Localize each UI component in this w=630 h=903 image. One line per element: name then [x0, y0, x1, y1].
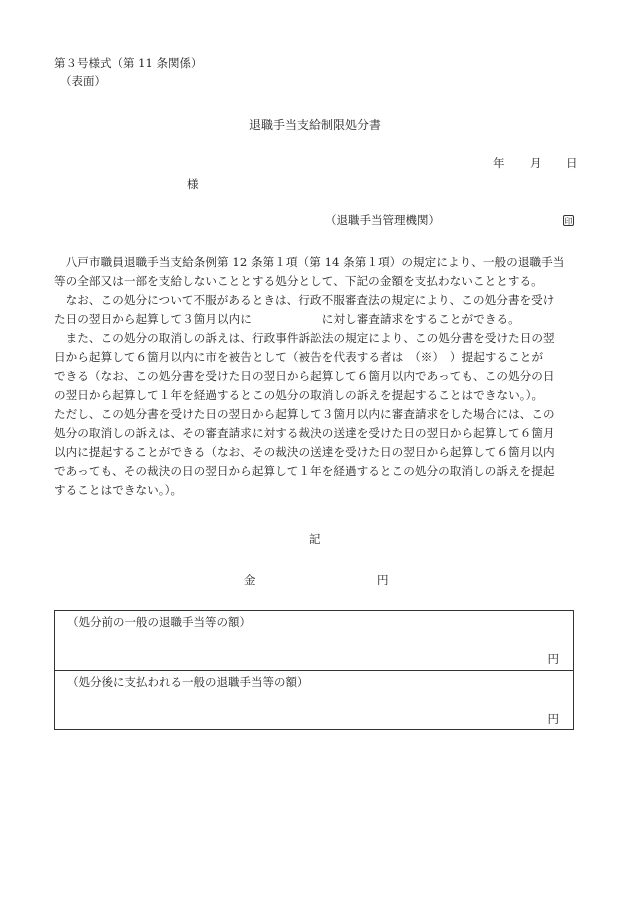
form-side-label: （表面）: [60, 74, 106, 88]
body-line: できる（なお、この処分書を受けた日の翌日から起算して６箇月以内であっても、この処分の日: [54, 369, 555, 383]
body-line: であっても、その裁決の日の翌日から起算して１年を経過するとこの処分の取消しの訴えを提起: [54, 464, 555, 478]
amount-before-unit: 円: [547, 652, 559, 666]
body-line: 以内に提起することができる（なお、その裁決の送達を受けた日の翌日から起算して６箇月以内: [54, 445, 555, 459]
body-line: た日の翌日から起算して３箇月以内に に対し審査請求をすることができる。: [54, 312, 520, 326]
body-line: ただし、この処分書を受けた日の翌日から起算して３箇月以内に審査請求をした場合には、この: [54, 407, 555, 421]
amount-before-label: （処分前の一般の退職手当等の額）: [67, 615, 251, 629]
amount-unit: 円: [377, 573, 389, 587]
body-line: 日から起算して６箇月以内に市を被告として（被告を代表する者は （※） ）提起することが: [54, 350, 544, 364]
document-title: 退職手当支給制限処分書: [249, 118, 382, 132]
form-number: 第３号様式（第 11 条関係）: [54, 56, 203, 70]
date-day: 日: [566, 156, 578, 170]
date-month: 月: [530, 156, 542, 170]
table-row: [55, 611, 573, 671]
amount-after-label: （処分後に支払われる一般の退職手当等の額）: [67, 675, 309, 689]
table-row: [55, 670, 573, 731]
note-heading: 記: [309, 532, 321, 546]
body-line: なお、この処分について不服があるときは、行政不服審査法の規定により、この処分書を受け: [54, 293, 555, 307]
body-line: の翌日から起算して１年を経過するとこの処分の取消しの訴えを提起することはできない。）。: [54, 388, 544, 402]
body-line: することはできない。）。: [54, 483, 183, 497]
amount-label: 金: [244, 573, 256, 587]
seal-mark: 印: [564, 217, 573, 226]
recipient-suffix: 様: [187, 177, 199, 191]
body-line: 等の全部又は一部を支給しないこととする処分として、下記の金額を支払わないこととする。: [54, 274, 543, 288]
body-line: また、この処分の取消しの訴えは、行政事件訴訟法の規定により、この処分書を受けた日の翌: [54, 331, 555, 345]
amount-after-unit: 円: [547, 712, 559, 726]
body-line: 八戸市職員退職手当支給条例第 12 条第１項（第 14 条第１項）の規定により、一般の退職手当: [54, 255, 565, 269]
amount-table: [54, 610, 574, 730]
date-year: 年: [493, 156, 505, 170]
issuer-label: （退職手当管理機関）: [325, 213, 440, 227]
body-line: 処分の取消しの訴えは、その審査請求に対する裁決の送達を受けた日の翌日から起算して６箇月: [54, 426, 555, 440]
